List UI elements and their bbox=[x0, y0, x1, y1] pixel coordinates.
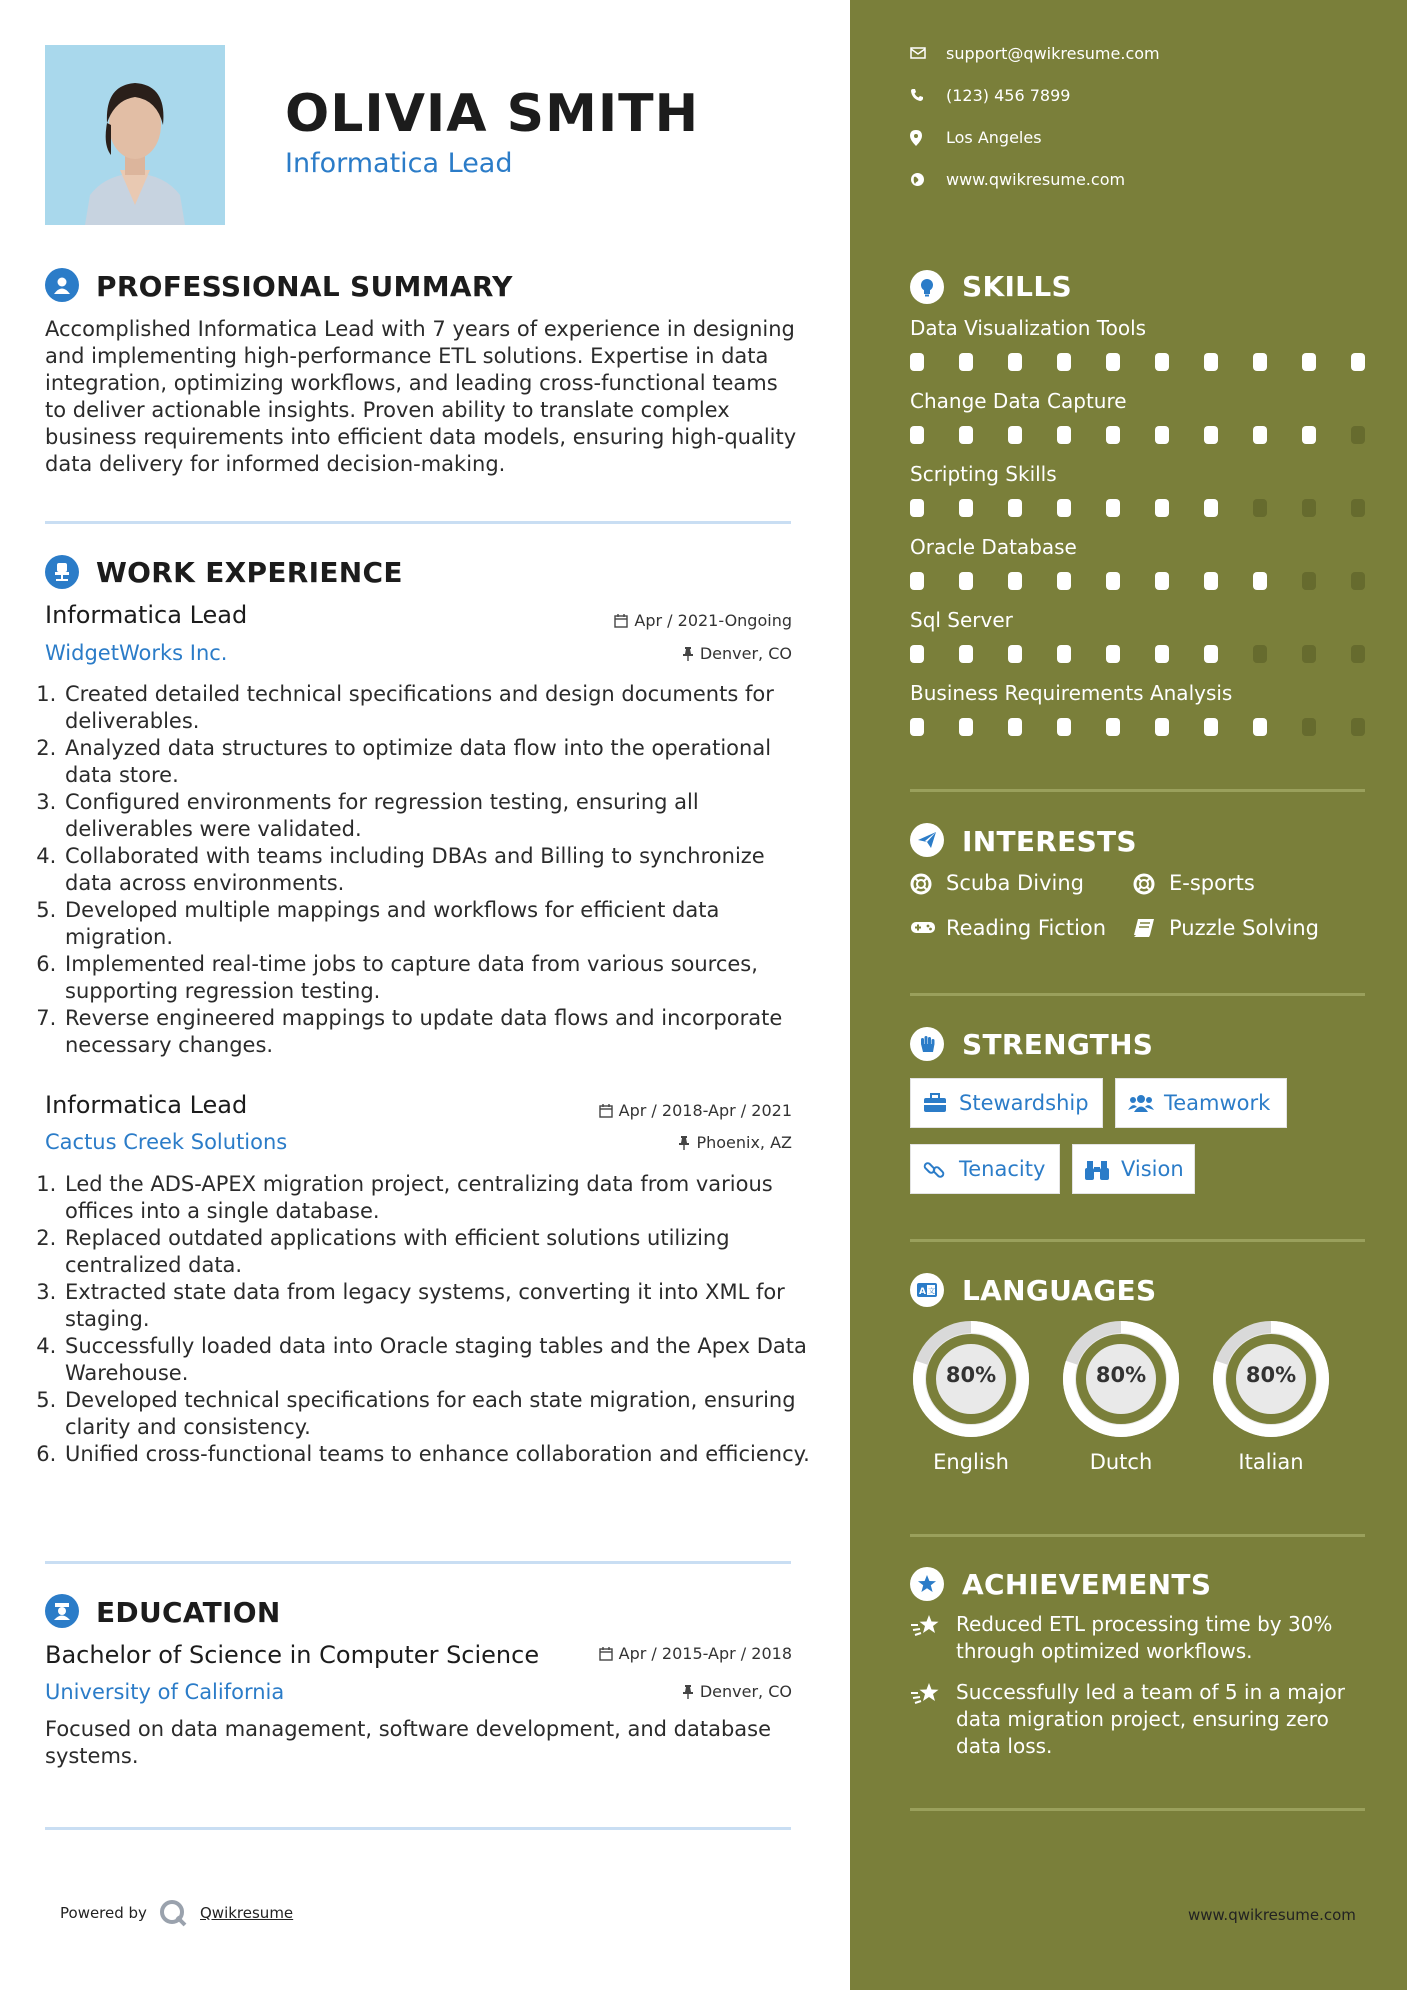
language-percent: 80% bbox=[945, 1363, 997, 1387]
strengths-heading: STRENGTHS bbox=[962, 1028, 1154, 1061]
interest-label: Scuba Diving bbox=[946, 871, 1084, 895]
skill-rating bbox=[910, 718, 1370, 736]
rating-dot bbox=[1155, 718, 1169, 736]
rating-dot bbox=[1253, 426, 1267, 444]
strength-label: Stewardship bbox=[959, 1091, 1089, 1115]
rating-dot bbox=[1253, 499, 1267, 517]
rating-dot bbox=[910, 499, 924, 517]
divider bbox=[910, 993, 1365, 996]
rating-dot bbox=[1155, 645, 1169, 663]
job-location-text: Phoenix, AZ bbox=[696, 1133, 792, 1152]
paper-plane-icon bbox=[910, 823, 944, 857]
rating-dot bbox=[1204, 572, 1218, 590]
divider bbox=[45, 1827, 791, 1830]
book-icon bbox=[1133, 918, 1155, 938]
duty-item: 4. Collaborated with teams including DBAs and Billing to synchronize data across environments. bbox=[63, 843, 813, 897]
summary-heading: PROFESSIONAL SUMMARY bbox=[96, 270, 513, 303]
pin-icon bbox=[682, 1685, 694, 1699]
rating-dot bbox=[1351, 718, 1365, 736]
interest-label: Puzzle Solving bbox=[1169, 916, 1319, 940]
star-badge-icon bbox=[910, 1567, 944, 1601]
shooting-star-icon bbox=[910, 1681, 942, 1707]
rating-dot bbox=[1106, 499, 1120, 517]
skill-rating bbox=[910, 426, 1370, 444]
rating-dot bbox=[910, 718, 924, 736]
rating-dot bbox=[1253, 718, 1267, 736]
job-dates bbox=[599, 1101, 792, 1120]
language-name: English bbox=[933, 1450, 1009, 1474]
degree: Bachelor of Science in Computer Science bbox=[45, 1641, 540, 1669]
duty-item: 2. Replaced outdated applications with efficient solutions utilizing centralized data. bbox=[63, 1225, 813, 1279]
rating-dot bbox=[1204, 426, 1218, 444]
rating-dot bbox=[1253, 645, 1267, 663]
fist-icon bbox=[910, 1027, 944, 1061]
candidate-role: Informatica Lead bbox=[285, 148, 513, 179]
envelope-icon bbox=[910, 46, 926, 60]
duty-item: 3. Extracted state data from legacy systems, converting it into XML for staging. bbox=[63, 1279, 813, 1333]
duty-item: 2. Analyzed data structures to optimize data flow into the operational data store. bbox=[63, 735, 813, 789]
skill-name: Sql Server bbox=[910, 608, 1013, 632]
job-company: Cactus Creek Solutions bbox=[45, 1130, 288, 1154]
rating-dot bbox=[1204, 718, 1218, 736]
achievement-text: Successfully led a team of 5 in a major data migration project, ensuring zero data loss. bbox=[956, 1680, 1345, 1758]
rating-dot bbox=[1204, 645, 1218, 663]
duty-item: 3. Configured environments for regression testing, ensuring all deliverables were validated. bbox=[63, 789, 813, 843]
rating-dot bbox=[1302, 572, 1316, 590]
life-ring-icon bbox=[1133, 873, 1155, 895]
rating-dot bbox=[1155, 426, 1169, 444]
achievement-item bbox=[910, 1679, 1370, 1760]
divider bbox=[45, 1561, 791, 1564]
user-icon bbox=[45, 268, 79, 302]
globe-icon bbox=[910, 172, 925, 187]
job-duties bbox=[45, 681, 813, 1059]
rating-dot bbox=[1155, 499, 1169, 517]
duty-item: 5. Developed multiple mappings and workflows for efficient data migration. bbox=[63, 897, 813, 951]
languages-heading: LANGUAGES bbox=[962, 1274, 1157, 1307]
rating-dot bbox=[959, 718, 973, 736]
rating-dot bbox=[1204, 353, 1218, 371]
education-heading: EDUCATION bbox=[96, 1596, 281, 1629]
rating-dot bbox=[1106, 426, 1120, 444]
rating-dot bbox=[959, 353, 973, 371]
strength-tag bbox=[1072, 1144, 1195, 1194]
rating-dot bbox=[1057, 353, 1071, 371]
duty-item: 6. Implemented real-time jobs to capture data from various sources, supporting regression testing. bbox=[63, 951, 813, 1005]
rating-dot bbox=[910, 426, 924, 444]
job-dates-text: Apr / 2021-Ongoing bbox=[634, 611, 792, 630]
rating-dot bbox=[910, 645, 924, 663]
job-title: Informatica Lead bbox=[45, 601, 248, 629]
email-text[interactable]: support@qwikresume.com bbox=[946, 44, 1160, 63]
rating-dot bbox=[910, 572, 924, 590]
language-percent: 80% bbox=[1245, 1363, 1297, 1387]
rating-dot bbox=[1204, 499, 1218, 517]
rating-dot bbox=[1057, 426, 1071, 444]
skill-name: Business Requirements Analysis bbox=[910, 681, 1233, 705]
skill-name: Scripting Skills bbox=[910, 462, 1057, 486]
rating-dot bbox=[1351, 353, 1365, 371]
language-item bbox=[1210, 1318, 1332, 1474]
lightbulb-icon bbox=[910, 270, 944, 304]
calendar-icon bbox=[614, 614, 628, 628]
rating-dot bbox=[1106, 645, 1120, 663]
rating-dot bbox=[1008, 499, 1022, 517]
shooting-star-icon bbox=[910, 1613, 942, 1639]
language-item bbox=[910, 1318, 1032, 1474]
location-text: Los Angeles bbox=[946, 128, 1042, 147]
skill-rating bbox=[910, 572, 1370, 590]
school: University of California bbox=[45, 1680, 285, 1704]
chair-icon bbox=[45, 555, 79, 589]
education-dates-text: Apr / 2015-Apr / 2018 bbox=[618, 1644, 792, 1663]
rating-dot bbox=[1351, 499, 1365, 517]
map-marker-icon bbox=[910, 130, 922, 146]
website-text[interactable]: www.qwikresume.com bbox=[946, 170, 1126, 189]
rating-dot bbox=[1155, 572, 1169, 590]
calendar-icon bbox=[599, 1647, 613, 1661]
qwikresume-logo-icon bbox=[158, 1898, 188, 1928]
calendar-icon bbox=[599, 1104, 613, 1118]
job-dates-text: Apr / 2018-Apr / 2021 bbox=[618, 1101, 792, 1120]
rating-dot bbox=[1351, 426, 1365, 444]
duty-item: 1. Led the ADS-APEX migration project, centralizing data from various offices into a single database. bbox=[63, 1171, 813, 1225]
strength-label: Tenacity bbox=[959, 1157, 1046, 1181]
skill-name: Oracle Database bbox=[910, 535, 1077, 559]
duty-item: 6. Unified cross-functional teams to enhance collaboration and efficiency. bbox=[63, 1441, 813, 1468]
rating-dot bbox=[1057, 718, 1071, 736]
work-heading: WORK EXPERIENCE bbox=[96, 556, 403, 589]
binoculars-icon bbox=[1085, 1159, 1109, 1181]
rating-dot bbox=[1351, 645, 1365, 663]
pin-icon bbox=[678, 1136, 690, 1150]
job-location bbox=[682, 644, 792, 663]
pin-icon bbox=[682, 647, 694, 661]
strength-label: Vision bbox=[1121, 1157, 1184, 1181]
powered-by bbox=[60, 1904, 294, 1922]
job-title: Informatica Lead bbox=[45, 1091, 248, 1119]
footer-site[interactable]: www.qwikresume.com bbox=[1188, 1906, 1356, 1924]
rating-dot bbox=[1057, 645, 1071, 663]
summary-text: Accomplished Informatica Lead with 7 years of experience in designing and implementing high-performance ETL solutions. Expertise in data integration, optimizing workflows, and leading cross-functional teams to deliver actionable insights. Proven ability to translate complex business requirements into efficient data models, ensuring high-quality data delivery for informed decision-making. bbox=[45, 317, 797, 476]
rating-dot bbox=[1008, 353, 1022, 371]
interest-label: E-sports bbox=[1169, 871, 1255, 895]
rating-dot bbox=[1155, 353, 1169, 371]
rating-dot bbox=[959, 499, 973, 517]
job-company: WidgetWorks Inc. bbox=[45, 641, 228, 665]
svg-text:A: A bbox=[919, 1287, 926, 1297]
phone-text: (123) 456 7899 bbox=[946, 86, 1071, 105]
divider bbox=[910, 1808, 1365, 1811]
rating-dot bbox=[1253, 353, 1267, 371]
education-description: Focused on data management, software development, and database systems. bbox=[45, 1717, 772, 1768]
skills-heading: SKILLS bbox=[962, 270, 1072, 303]
powered-by-label: Powered by bbox=[60, 1904, 147, 1922]
rating-dot bbox=[1302, 353, 1316, 371]
rating-dot bbox=[1302, 426, 1316, 444]
gamepad-icon bbox=[910, 918, 936, 936]
language-name: Dutch bbox=[1089, 1450, 1153, 1474]
rating-dot bbox=[959, 426, 973, 444]
rating-dot bbox=[1008, 645, 1022, 663]
link-icon bbox=[923, 1159, 945, 1181]
rating-dot bbox=[1106, 353, 1120, 371]
rating-dot bbox=[1351, 572, 1365, 590]
rating-dot bbox=[1057, 499, 1071, 517]
duty-item: 4. Successfully loaded data into Oracle staging tables and the Apex Data Warehouse. bbox=[63, 1333, 813, 1387]
achievement-text: Reduced ETL processing time by 30% through optimized workflows. bbox=[956, 1612, 1333, 1663]
strength-tag bbox=[910, 1078, 1103, 1128]
svg-text:文: 文 bbox=[928, 1287, 935, 1295]
education-location bbox=[682, 1682, 792, 1701]
rating-dot bbox=[1008, 572, 1022, 590]
divider bbox=[910, 789, 1365, 792]
rating-dot bbox=[1106, 718, 1120, 736]
rating-dot bbox=[1008, 718, 1022, 736]
sidebar bbox=[850, 0, 1407, 1990]
briefcase-icon bbox=[923, 1093, 947, 1113]
skill-name: Data Visualization Tools bbox=[910, 316, 1147, 340]
education-location-text: Denver, CO bbox=[699, 1682, 792, 1701]
interests-heading: INTERESTS bbox=[962, 825, 1137, 858]
profile-photo bbox=[45, 45, 225, 225]
duty-item: 7. Reverse engineered mappings to update data flows and incorporate necessary changes. bbox=[63, 1005, 813, 1059]
life-ring-icon bbox=[910, 873, 932, 895]
divider bbox=[910, 1239, 1365, 1242]
skill-name: Change Data Capture bbox=[910, 389, 1127, 413]
duty-item: 5. Developed technical specifications for each state migration, ensuring clarity and consistency. bbox=[63, 1387, 813, 1441]
qwikresume-link[interactable]: Qwikresume bbox=[200, 1904, 294, 1922]
rating-dot bbox=[1302, 645, 1316, 663]
skill-rating bbox=[910, 499, 1370, 517]
rating-dot bbox=[1106, 572, 1120, 590]
rating-dot bbox=[1057, 572, 1071, 590]
language-item bbox=[1060, 1318, 1182, 1474]
rating-dot bbox=[1253, 572, 1267, 590]
skill-rating bbox=[910, 353, 1370, 371]
rating-dot bbox=[1302, 499, 1316, 517]
divider bbox=[45, 521, 791, 524]
job-location bbox=[678, 1133, 792, 1152]
duty-item: 1. Created detailed technical specifications and design documents for deliverables. bbox=[63, 681, 813, 735]
education-dates bbox=[599, 1644, 792, 1663]
skill-rating bbox=[910, 645, 1370, 663]
rating-dot bbox=[910, 353, 924, 371]
language-name: Italian bbox=[1238, 1450, 1304, 1474]
interest-label: Reading Fiction bbox=[946, 916, 1107, 940]
phone-icon bbox=[910, 88, 924, 102]
candidate-name: OLIVIA SMITH bbox=[285, 84, 700, 144]
rating-dot bbox=[959, 645, 973, 663]
translate-icon bbox=[910, 1273, 944, 1307]
strength-tag bbox=[1115, 1078, 1287, 1128]
strength-label: Teamwork bbox=[1164, 1091, 1271, 1115]
achievements-heading: ACHIEVEMENTS bbox=[962, 1568, 1212, 1601]
users-icon bbox=[1128, 1093, 1154, 1113]
rating-dot bbox=[1302, 718, 1316, 736]
language-percent: 80% bbox=[1095, 1363, 1147, 1387]
job-duties bbox=[45, 1171, 813, 1468]
divider bbox=[910, 1534, 1365, 1537]
strength-tag bbox=[910, 1144, 1060, 1194]
job-location-text: Denver, CO bbox=[699, 644, 792, 663]
job-dates bbox=[614, 611, 792, 630]
rating-dot bbox=[1008, 426, 1022, 444]
graduate-icon bbox=[45, 1594, 79, 1628]
rating-dot bbox=[959, 572, 973, 590]
achievement-item bbox=[910, 1611, 1370, 1665]
